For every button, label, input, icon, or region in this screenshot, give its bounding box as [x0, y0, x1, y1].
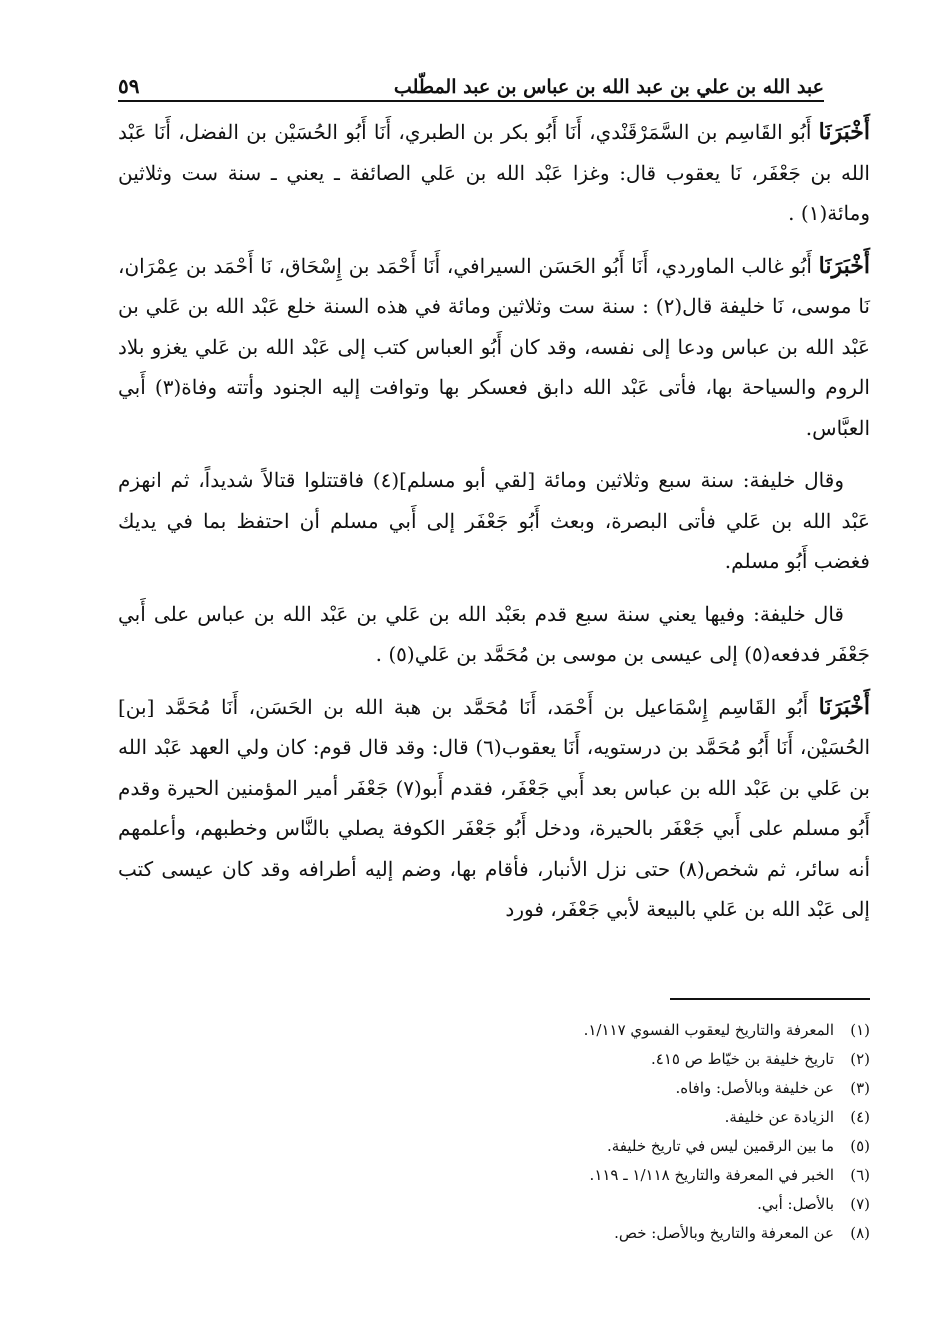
footnote [118, 1219, 870, 1248]
paragraph-text: أَبُو القَاسِم بن السَّمَرْقَنْدي، أَنَا أَبُو بكر بن الطبري، أَنَا أَبُو الحُسَيْن بن الفضل، أَنَا عَبْد الله بن جَعْفَر، نَا يعقوب قال: وغزا عَبْد الله بن عَلي الصائفة ـ يعني ـ سنة ست وثلاثين ومائة(١) . [118, 120, 870, 225]
footnote [118, 1132, 870, 1161]
paragraph-text: أَبُو غالب الماوردي، أَنَا أَبُو الحَسَن السيرافي، أَنَا أَحْمَد بن إِسْحَاق، نَا أَحْمَد بن عِمْرَان، نَا موسى، نَا خليفة قال(٢) : سنة ست وثلاثين ومائة في هذه السنة خلع عَبْد الله بن عَلي بن عَبْد الله بن عباس ودعا إلى نفسه، وقد كان أَبُو العباس كتب إلى عَبْد الله بن عَلي يغزو بلاد الروم والسياحة بها، فأتى عَبْد الله دابق فعسكر بها وتوافت إليه الجنود وأتته وفاة(٣) أَبي العبَّاس. [118, 253, 870, 440]
footnote-number: (٣) [850, 1079, 870, 1097]
paragraph-lead: أَخْبَرَنَا [818, 693, 870, 720]
paragraph [118, 687, 870, 930]
header-title: عبد الله بن علي بن عبد الله بن عباس بن عبد المطّلب [393, 76, 824, 98]
footnote-number: (٥) [850, 1137, 870, 1155]
footnote-number: (٧) [850, 1195, 870, 1213]
footnote-number: (٤) [850, 1108, 870, 1126]
paragraph-text: أَبُو القَاسِم إِسْمَاعيل بن أَحْمَد، أَنَا مُحَمَّد بن هبة الله بن الحَسَن، أَنَا مُحَمَّد [بن] الحُسَيْن، أَنَا أَبُو مُحَمَّد بن درستويه، أَنَا يعقوب(٦) قال: وقد قال قوم: كان ولي العهد عَبْد الله بن عَلي بن عَبْد الله بن عباس بعد أَبي جَعْفَر، فقدم أَبو(٧) جَعْفَر أمير المؤمنين الحيرة وقدم أَبُو مسلم على أَبي جَعْفَر بالحيرة، ودخل أَبُو جَعْفَر الكوفة يصلي بالنَّاس وخطبهم، وأعلمهم أنه سائر، ثم شخص(٨) حتى نزل الأنبار، فأقام بها، وضم إليه أطرافه وقد كان عيسى كتب إلى عَبْد الله بن عَلي بالبيعة لأبي جَعْفَر، فورد [118, 694, 870, 921]
footnote-number: (٨) [850, 1224, 870, 1242]
footnote [118, 1190, 870, 1219]
footnote-text: عن المعرفة والتاريخ وبالأصل: خص. [614, 1224, 834, 1242]
body-text [118, 112, 870, 942]
footnote-text: بالأصل: أبي. [757, 1195, 834, 1213]
paragraph [118, 594, 870, 675]
footnote [118, 1074, 870, 1103]
footnote-text: تاريخ خليفة بن خيّاط ص ٤١٥. [650, 1050, 834, 1068]
footnote [118, 1103, 870, 1132]
paragraph-lead: أَخْبَرَنَا [818, 252, 870, 279]
paragraph-lead: أَخْبَرَنَا [818, 119, 870, 145]
footnote [118, 1016, 870, 1045]
footnote-text: عن خليفة وبالأصل: وافاه. [675, 1079, 834, 1097]
footnote-text: الزيادة عن خليفة. [724, 1108, 834, 1126]
paragraph-text: وقال خليفة: سنة سبع وثلاثين ومائة [لقي أبو مسلم](٤) فاقتتلوا قتالاً شديداً، ثم انهزم عَبْد الله بن عَلي فأتى البصرة، وبعث أَبُو جَعْفَر إلى أَبي مسلم أن احتفظ بما في يديك فغضب أَبُو مسلم. [118, 468, 870, 573]
footnote-number: (٢) [850, 1050, 870, 1068]
paragraph [118, 112, 870, 234]
footnote [118, 1161, 870, 1190]
paragraph [118, 460, 870, 582]
paragraph-text: قال خليفة: وفيها يعني سنة سبع قدم بعَبْد الله بن عَلي بن عَبْد الله بن عباس على أَبي جَعْفَر فدفعه(٥) إلى عيسى بن موسى بن مُحَمَّد بن عَلي(٥) . [118, 601, 870, 666]
footnote-number: (١) [850, 1021, 870, 1039]
footnotes [118, 1016, 870, 1248]
footnote-text: المعرفة والتاريخ ليعقوب الفسوي ١/١١٧. [583, 1021, 834, 1039]
page-number: ٥٩ [118, 74, 140, 98]
footnote-text: الخبر في المعرفة والتاريخ ١/١١٨ ـ ١١٩. [589, 1166, 834, 1184]
footnote-number: (٦) [850, 1166, 870, 1184]
footnote [118, 1045, 870, 1074]
paragraph [118, 246, 870, 449]
running-header [118, 62, 824, 102]
footnote-separator [670, 998, 870, 1000]
footnote-text: ما بين الرقمين ليس في تاريخ خليفة. [606, 1137, 834, 1155]
